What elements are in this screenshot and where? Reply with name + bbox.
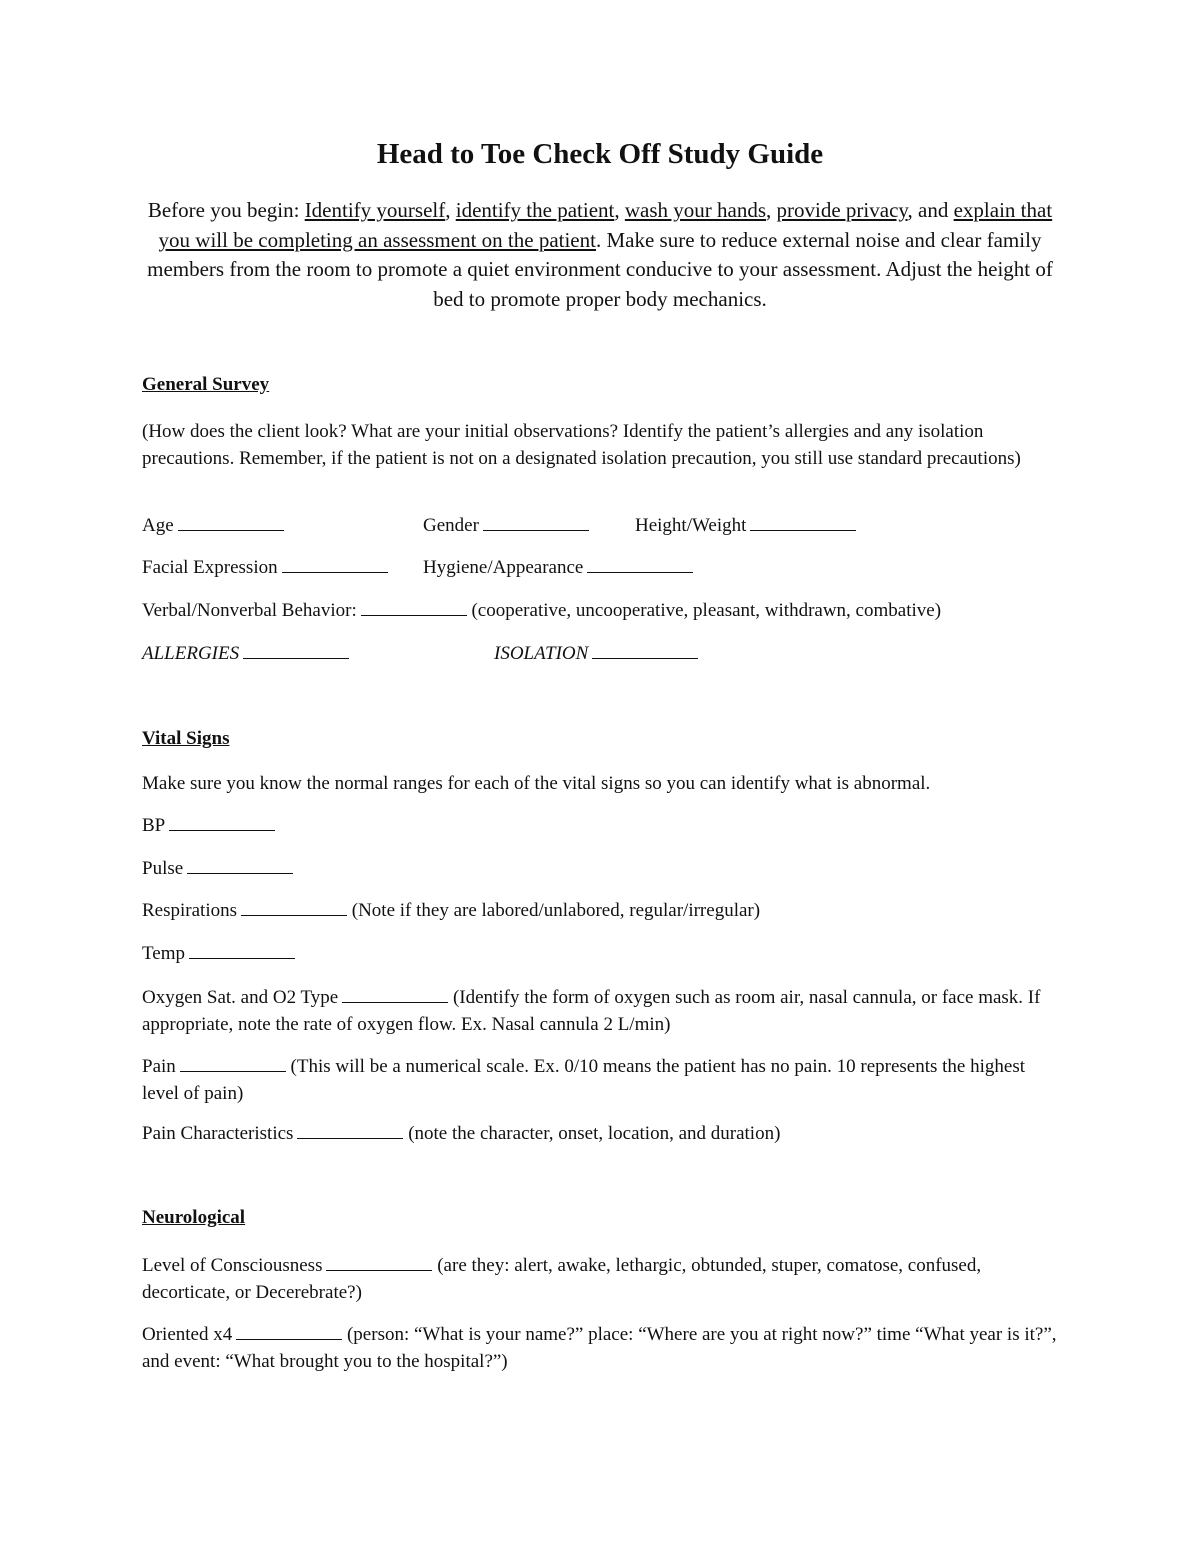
respirations-blank[interactable] (241, 901, 347, 916)
oxygen-blank[interactable] (342, 988, 448, 1003)
age-blank[interactable] (178, 516, 284, 531)
intro-lead: Before you begin: (147, 198, 305, 222)
pain-blank[interactable] (180, 1057, 286, 1072)
general-survey-heading: General Survey (142, 374, 270, 395)
oxygen-note: (Identify the form of oxygen such as room air, nasal cannula, or face mask. If appropriate, note the rate of oxygen flow. Ex. Nasal cannula 2 L/min) (142, 987, 1041, 1035)
respirations-field: Respirations (Note if they are labored/unlabored, regular/irregular) (142, 900, 761, 921)
step-identify-patient: identify the patient (455, 198, 615, 222)
pain-note: (This will be a numerical scale. Ex. 0/10 means the patient has no pain. 10 represents the highest level of pain) (142, 1056, 1025, 1104)
gender-field: Gender (423, 515, 589, 537)
vital-signs-heading: Vital Signs (142, 728, 230, 749)
isolation-blank[interactable] (592, 644, 698, 659)
behavior-blank[interactable] (361, 601, 467, 616)
oxygen-field: Oxygen Sat. and O2 Type (Identify the form of oxygen such as room air, nasal cannula, or face mask. If appropriate, note the rate of oxygen flow. Ex. Nasal cannula 2 L/min) (142, 987, 1041, 1035)
pulse-blank[interactable] (187, 859, 293, 874)
facial-expression-field: Facial Expression (142, 557, 388, 579)
loc-blank[interactable] (326, 1256, 432, 1271)
pulse-field: Pulse (142, 858, 293, 880)
hygiene-blank[interactable] (587, 558, 693, 573)
step-provide-privacy: provide privacy (776, 198, 908, 222)
loc-field: Level of Consciousness (are they: alert, awake, lethargic, obtunded, stuper, comatose, confused, decorticate, or Decerebrate?) (142, 1255, 982, 1303)
facial-expression-blank[interactable] (282, 558, 388, 573)
hygiene-field: Hygiene/Appearance (423, 557, 693, 579)
neurological-heading: Neurological (142, 1207, 246, 1228)
height-weight-blank[interactable] (750, 516, 856, 531)
bp-blank[interactable] (169, 816, 275, 831)
isolation-field: ISOLATION (494, 643, 698, 665)
vital-signs-description: Make sure you know the normal ranges for each of the vital signs so you can identify what is abnormal. (142, 773, 931, 794)
document-title: Head to Toe Check Off Study Guide (376, 138, 824, 170)
respirations-note: (Note if they are labored/unlabored, regular/irregular) (351, 900, 761, 921)
allergies-field: ALLERGIES (142, 643, 349, 665)
oriented-blank[interactable] (236, 1325, 342, 1340)
age-field: Age (142, 515, 284, 537)
gender-blank[interactable] (483, 516, 589, 531)
oriented-field: Oriented x4 (person: “What is your name?” place: “Where are you at right now?” time “What year is it?”, and event: “What brought you to the hospital?”) (142, 1324, 1057, 1372)
step-explain-assessment: explain that you will be completing an assessment on the patient (158, 198, 1053, 252)
intro-rest: Make sure to reduce external noise and clear family members from the room to promote a quiet environment conducive to your assessment. Adjust the height of bed to promote proper body mechanics. (147, 227, 1053, 311)
behavior-field: Verbal/Nonverbal Behavior: (cooperative, uncooperative, pleasant, withdrawn, combative) (142, 600, 942, 621)
pain-characteristics-field: Pain Characteristics (note the character, onset, location, and duration) (142, 1123, 781, 1144)
loc-note: (are they: alert, awake, lethargic, obtunded, stuper, comatose, confused, decorticate, or Decerebrate?) (142, 1255, 982, 1303)
temp-field: Temp (142, 943, 295, 965)
height-weight-field: Height/Weight (635, 515, 856, 537)
pain-field: Pain (This will be a numerical scale. Ex. 0/10 means the patient has no pain. 10 represents the highest level of pain) (142, 1056, 1025, 1104)
pain-characteristics-blank[interactable] (297, 1124, 403, 1139)
pain-characteristics-note: (note the character, onset, location, and duration) (408, 1123, 781, 1144)
step-identify-yourself: Identify yourself (304, 198, 446, 222)
oriented-note: (person: “What is your name?” place: “Where are you at right now?” time “What year is it?”, and event: “What brought you to the hospital?”) (142, 1324, 1057, 1372)
intro-paragraph: Before you begin: Identify yourself, identify the patient, wash your hands, provide privacy, and explain that you will be completing an assessment on the patient. Make sure to reduce external noise and clear family members from the room to promote a quiet environment conducive to your assessment. Adjust the height of bed to promote proper body mechanics. (147, 198, 1053, 311)
temp-blank[interactable] (189, 944, 295, 959)
behavior-note: (cooperative, uncooperative, pleasant, withdrawn, combative) (471, 600, 942, 621)
bp-field: BP (142, 815, 275, 837)
allergies-blank[interactable] (243, 644, 349, 659)
general-survey-description: (How does the client look? What are your initial observations? Identify the patient’s allergies and any isolation precautions. Remember, if the patient is not on a designated isolation precaution, you still use standard precautions) (142, 421, 1021, 469)
step-wash-hands: wash your hands (624, 198, 767, 222)
